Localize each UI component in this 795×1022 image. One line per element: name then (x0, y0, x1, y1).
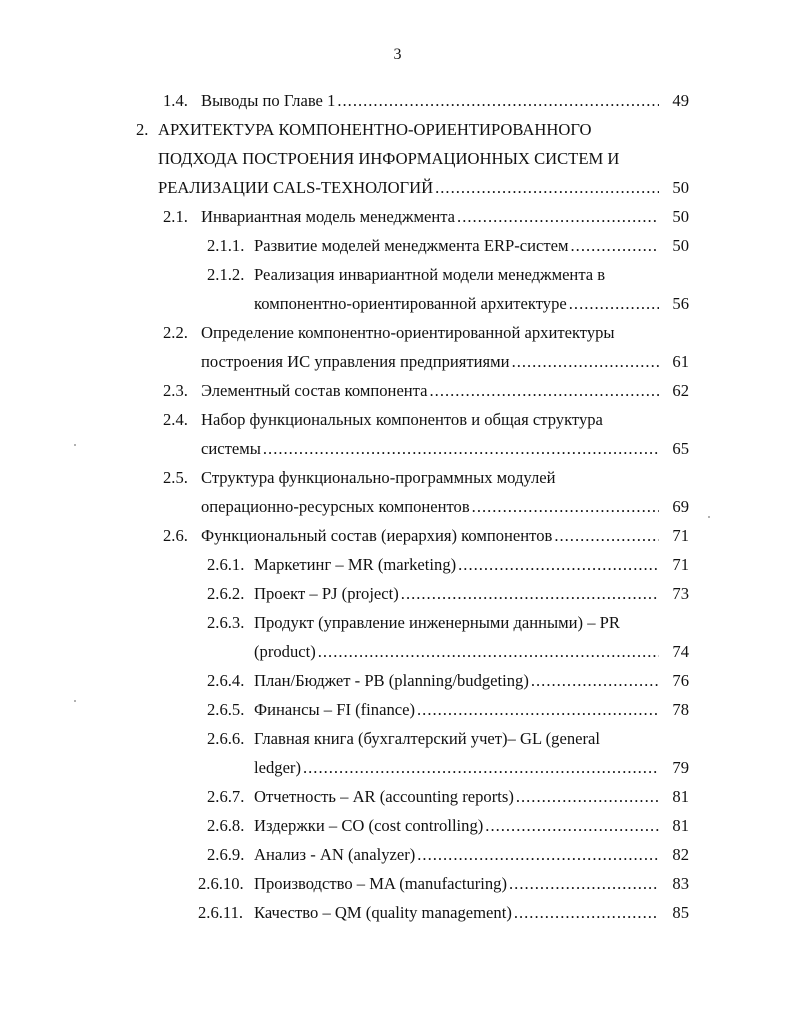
toc-entry (0, 898, 795, 927)
toc-entry-title-row (254, 695, 689, 724)
dot-leader (337, 86, 659, 115)
toc-entry (0, 550, 795, 579)
toc-entry-number: 2.6.9. (207, 845, 245, 864)
toc-entry-page: 82 (672, 845, 689, 864)
toc-entry-number: 2.1.2. (207, 265, 245, 284)
toc-entry (0, 579, 795, 608)
toc-entry (0, 521, 795, 550)
toc-entry (0, 869, 795, 898)
toc-entry-continuation (0, 289, 795, 318)
toc-entry-number: 2.2. (163, 323, 188, 342)
toc-entry-number: 2.3. (163, 381, 188, 400)
toc-entry (0, 463, 795, 492)
toc-entry (0, 260, 795, 289)
toc-entry-title-row (254, 782, 689, 811)
toc-entry-title-row (254, 289, 689, 318)
toc-entry-page: 50 (672, 178, 689, 197)
toc-entry (0, 405, 795, 434)
scan-speck (74, 444, 76, 446)
toc-entry (0, 666, 795, 695)
toc-entry-title: Издержки – CO (cost controlling) (254, 816, 484, 835)
toc-entry-page: 76 (672, 671, 689, 690)
dot-leader (263, 434, 659, 463)
toc-entry-title-row (254, 231, 689, 260)
toc-entry-number: 2.1.1. (207, 236, 245, 255)
toc-entry-page: 81 (672, 816, 689, 835)
toc-entry-number: 2. (136, 120, 149, 139)
toc-entry (0, 115, 795, 144)
toc-entry-title: Качество – QM (quality management) (254, 903, 512, 922)
toc-entry (0, 86, 795, 115)
toc-entry-title: операционно-ресурсных компонентов (201, 497, 470, 516)
toc-entry-number: 2.6.10. (198, 874, 244, 893)
toc-entry-title-row (201, 376, 689, 405)
toc-entry-number: 1.4. (163, 91, 188, 110)
toc-entry-title-row (201, 521, 689, 550)
dot-leader (485, 811, 659, 840)
dot-leader (509, 869, 659, 898)
toc-entry-page: 65 (672, 439, 689, 458)
toc-entry-number: 2.5. (163, 468, 188, 487)
toc-entry-title: (product) (254, 642, 316, 661)
toc-entry-title-row (254, 840, 689, 869)
toc-entry-title: Финансы – FI (finance) (254, 700, 416, 719)
toc-entry-title: План/Бюджет - PB (planning/budgeting) (254, 671, 529, 690)
toc-entry (0, 202, 795, 231)
toc-entry-title-row (254, 666, 689, 695)
dot-leader (571, 231, 659, 260)
toc-entry-continuation (0, 347, 795, 376)
toc-entry-title: Проект – PJ (project) (254, 584, 399, 603)
toc-entry-title: Элементный состав компонента (201, 381, 428, 400)
toc-entry-title: ПОДХОДА ПОСТРОЕНИЯ ИНФОРМАЦИОННЫХ СИСТЕМ И (158, 149, 620, 168)
toc-entry-page: 69 (672, 497, 689, 516)
toc-entry-title: Структура функционально-программных модулей (201, 468, 556, 487)
dot-leader (472, 492, 659, 521)
toc-entry-title-row (201, 434, 689, 463)
toc-entry-number: 2.6.5. (207, 700, 245, 719)
toc-entry-title-row (158, 173, 689, 202)
toc-entry-title-row (254, 637, 689, 666)
dot-leader (417, 840, 659, 869)
dot-leader (417, 695, 659, 724)
toc-entry-page: 61 (672, 352, 689, 371)
toc-entry-page: 71 (672, 526, 689, 545)
toc-entry-title: Функциональный состав (иерархия) компонентов (201, 526, 553, 545)
toc-entry-page: 85 (672, 903, 689, 922)
dot-leader (512, 347, 659, 376)
toc-entry-title: Главная книга (бухгалтерский учет)– GL (general (254, 729, 601, 748)
toc-entry-title-row (254, 753, 689, 782)
page-number: 3 (393, 46, 402, 63)
dot-leader (401, 579, 659, 608)
toc-entry (0, 782, 795, 811)
toc-entry-title: Инвариантная модель менеджмента (201, 207, 456, 226)
toc-entry-title-row (201, 492, 689, 521)
toc-entry (0, 724, 795, 753)
toc-entry-page: 81 (672, 787, 689, 806)
toc-entry-title: АРХИТЕКТУРА КОМПОНЕНТНО-ОРИЕНТИРОВАННОГО (158, 120, 592, 139)
toc-entry-number: 2.6.8. (207, 816, 245, 835)
toc-entry-title-row (201, 347, 689, 376)
toc-entry (0, 840, 795, 869)
toc-entry-continuation (0, 173, 795, 202)
toc-entry-number: 2.6.11. (198, 903, 244, 922)
toc-entry (0, 608, 795, 637)
toc-entry-number: 2.4. (163, 410, 188, 429)
toc-entry-title: построения ИС управления предприятиями (201, 352, 510, 371)
toc-entry-title: ledger) (254, 758, 301, 777)
toc-entry-page: 50 (672, 236, 689, 255)
toc-entry (0, 231, 795, 260)
toc-entry-continuation (0, 753, 795, 782)
scan-speck (74, 700, 76, 702)
toc-entry (0, 695, 795, 724)
toc-entry-page: 49 (672, 91, 689, 110)
toc-entry-page: 83 (672, 874, 689, 893)
dot-leader (318, 637, 659, 666)
toc-entry-continuation (0, 492, 795, 521)
toc-entry-number: 2.6.1. (207, 555, 245, 574)
toc-entry-title: Производство – MA (manufacturing) (254, 874, 508, 893)
toc-entry-page: 62 (672, 381, 689, 400)
toc-entry (0, 811, 795, 840)
toc-entry-title: Определение компонентно-ориентированной архитектуры (201, 323, 615, 342)
toc-entry-title-row (254, 898, 689, 927)
toc-entry-number: 2.1. (163, 207, 188, 226)
toc-entry-title: Отчетность – AR (accounting reports) (254, 787, 514, 806)
toc-entry-number: 2.6.6. (207, 729, 245, 748)
toc-entry-page: 74 (672, 642, 689, 661)
dot-leader (516, 782, 659, 811)
toc-entry-title-row (201, 86, 689, 115)
toc-entry-continuation (0, 144, 795, 173)
toc-entry-number: 2.6.7. (207, 787, 245, 806)
toc-entry-title: Продукт (управление инженерными данными) – PR (254, 613, 620, 632)
toc-entry-number: 2.6.4. (207, 671, 245, 690)
toc-entry-page: 79 (672, 758, 689, 777)
dot-leader (569, 289, 659, 318)
dot-leader (457, 202, 659, 231)
toc-entry-title-row (254, 579, 689, 608)
toc-entry-page: 50 (672, 207, 689, 226)
scan-speck (708, 516, 710, 518)
dot-leader (531, 666, 659, 695)
dot-leader (430, 376, 659, 405)
toc-entry-page: 56 (672, 294, 689, 313)
toc-entry-title-row (201, 202, 689, 231)
toc-entry-title: Маркетинг – MR (marketing) (254, 555, 457, 574)
toc-entry-page: 78 (672, 700, 689, 719)
toc-entry-title: Реализация инвариантной модели менеджмента в (254, 265, 606, 284)
toc-entry-title: РЕАЛИЗАЦИИ CALS-ТЕХНОЛОГИЙ (158, 178, 434, 197)
toc-entry-title: Выводы по Главе 1 (201, 91, 336, 110)
toc-entry (0, 376, 795, 405)
toc-entry-title-row (254, 811, 689, 840)
toc-entry-continuation (0, 434, 795, 463)
dot-leader (303, 753, 659, 782)
toc-entry-title-row (254, 869, 689, 898)
toc-entry-title: компонентно-ориентированной архитектуре (254, 294, 567, 313)
toc-entry-continuation (0, 637, 795, 666)
toc-entry-title: системы (201, 439, 261, 458)
dot-leader (554, 521, 659, 550)
toc-entry-number: 2.6.2. (207, 584, 245, 603)
toc-entry-title: Анализ - AN (analyzer) (254, 845, 416, 864)
toc-entry-number: 2.6. (163, 526, 188, 545)
dot-leader (458, 550, 659, 579)
toc-entry-title: Развитие моделей менеджмента ERP-систем (254, 236, 569, 255)
dot-leader (514, 898, 659, 927)
dot-leader (435, 173, 659, 202)
toc-entry-title: Набор функциональных компонентов и общая структура (201, 410, 603, 429)
toc-entry (0, 318, 795, 347)
toc-entry-title-row (254, 550, 689, 579)
toc-entry-page: 71 (672, 555, 689, 574)
toc-entry-page: 73 (672, 584, 689, 603)
toc-entry-number: 2.6.3. (207, 613, 245, 632)
